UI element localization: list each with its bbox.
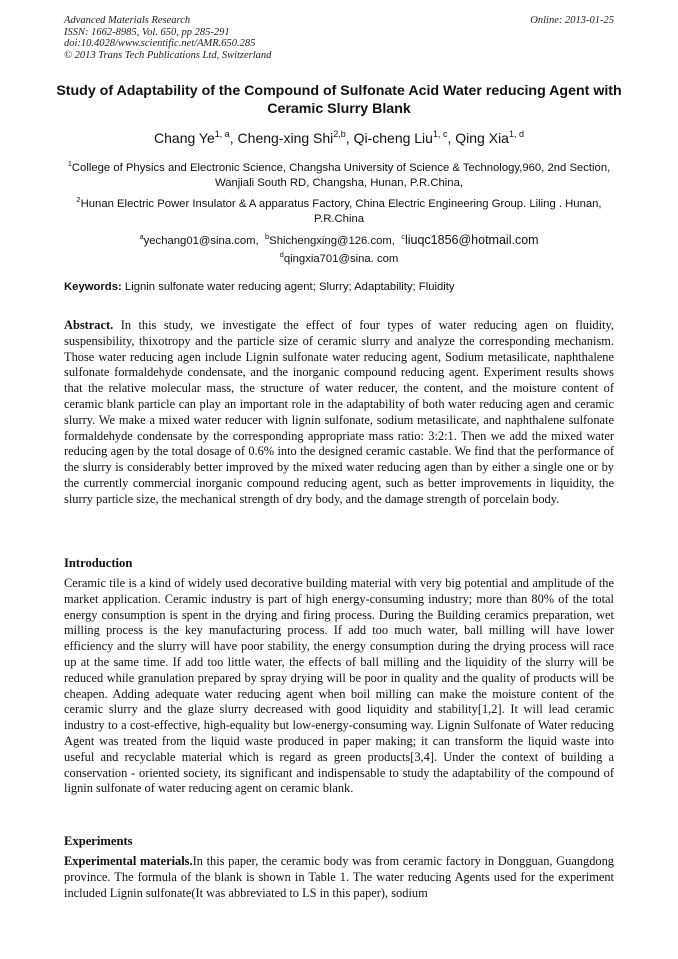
journal-name: Advanced Materials Research <box>64 15 191 26</box>
author-sep: , <box>229 130 238 146</box>
email-sup: b <box>264 232 270 241</box>
abstract-label: Abstract. <box>64 318 114 332</box>
author-sup: 1, a <box>214 129 230 139</box>
author-sep: , <box>345 130 354 146</box>
paper-title: Study of Adaptability of the Compound of Sulfonate Acid Water reducing Agent with Ceramic Slurry Blank <box>56 83 622 117</box>
online-date: Online: 2013-01-25 <box>530 15 614 26</box>
experimental-materials-label: Experimental materials. <box>64 854 193 868</box>
keywords-label: Keywords: <box>64 281 122 293</box>
affiliation-sup: 2 <box>76 195 81 204</box>
experiments-text: In this paper, the ceramic body was from ceramic factory in Dongguan, Guangdong province. The formula of the blank is shown in Table 1. The water reducing Agents used for the experiment included Lignin sulfonate(It was abbreviated to LS in this paper), sodium <box>64 854 614 900</box>
keywords-text: Lignin sulfonate water reducing agent; Slurry; Adaptability; Fluidity <box>124 281 455 293</box>
affiliation-sup: 1 <box>67 159 72 168</box>
issn: ISSN: 1662-8985, Vol. 650, pp 285-291 <box>64 26 230 38</box>
affiliation-1 <box>60 156 618 191</box>
author-name: Qing Xia <box>455 130 509 146</box>
author-list <box>40 129 638 146</box>
email-c[interactable]: liuqc1856@hotmail.com <box>404 233 539 247</box>
author-sep: , <box>447 130 456 146</box>
email-list <box>60 230 618 266</box>
email-d[interactable]: qingxia701@sina. com <box>283 253 399 265</box>
author-name: Cheng-xing Shi <box>237 130 334 146</box>
keywords <box>64 281 616 293</box>
email-sup: d <box>279 250 284 259</box>
experiments-heading: Experiments <box>64 834 133 848</box>
author-name: Qi-cheng Liu <box>353 130 433 146</box>
affiliation-text: College of Physics and Electronic Science, Changsha University of Science & Technology,960, 2nd Section, Wanjiali South RD, Changsha, Hunan, P.R.China, <box>71 162 611 189</box>
abstract-text: In this study, we investigate the effect of four types of water reducing agen on fluidity, suspensibility, thixotropy and the particle size of ceramic slurry and analyze the corresponding mechanism. Those water reducing agen include Lignin sulfonate water reducing agent, Sodium metasilicate, naphthalene sulfonate formaldehyde condensate, and the inorganic compound reducing agent. Experiment results shows that the relative molecular mass, the structure of water reducer, the content, and the moisture content of ceramic blank particle can play an important role in the adaptability of both water reducing agen and ceramic slurry. We make a mixed water reducer with lignin sulfonate, sodium metasilicate, and naphthalene sulfonate formaldehyde condensate by the corresponding appropriate mass ratio: 3:2:1. Then we add the mixed water reducing agen by the total dosage of 0.6% into the designed ceramic castable. We find that the performance of the slurry is considerably better improved by the mixed water reducing agen than by either a single one or by the currently commercial inorganic compound reducing agent, such as better improvements in liquidity, the slurry particle size, the mechanical strength of dry body, and the damage strength of porcelain body. <box>64 318 614 506</box>
introduction-heading: Introduction <box>64 556 133 570</box>
journal-meta <box>64 15 271 61</box>
author-sup: 1, c <box>432 129 448 139</box>
affiliation-text: Hunan Electric Power Insulator & A apparatus Factory, China Electric Engineering Group. Liling . Hunan, P.R.China <box>80 198 602 225</box>
affiliation-2 <box>60 192 618 227</box>
email-sup: a <box>139 232 144 241</box>
doi: doi:10.4028/www.scientific.net/AMR.650.285 <box>64 38 256 49</box>
introduction-text: Ceramic tile is a kind of widely used decorative building material with very big potential and amplitude of the market application. Ceramic industry is part of high energy-consuming industry; more than 80% of the total energy consumption is spent in the drying and firing process. During the Building ceramics preparation, wet milling process is the key manufacturing process. If add too much water, ball milling will have lower efficiency and the slurry will have poor stability, the energy consumption during the drying process will race up at the same time. If add too little water, the effects of ball milling and the liquidity of the slurry will be reduced while granulation prepared by spray drying will be poor in quality and the quality of products will be cheapen. Adding adequate water reducing agent when boil milling can make the moisture content of the ceramic slurry and the glaze slurry decreased with good liquidity and stability[1,2]. It will lead ceramic industry to a cost-effective, high-equality but low-energy-consuming way. Lignin Sulfonate of Water reducing Agent was treated from the liquid waste produced in paper making; it can transform the liquid waste into useful and recyclable material which is regard as green products[3,4]. Under the context of building a conservation - oriented society, its significant and indispensable to study the adaptability of the compound of lignin sulfonate of water reducing agent on ceramic blank. <box>64 576 614 796</box>
abstract <box>64 318 614 508</box>
author-name: Chang Ye <box>154 130 215 146</box>
author-sup: 1, d <box>508 129 524 139</box>
experiments-paragraph <box>64 854 614 901</box>
email-a[interactable]: yechang01@sina.com, <box>143 235 259 247</box>
email-b[interactable]: Shichengxing@126.com, <box>269 235 395 247</box>
email-sup: c <box>401 232 405 241</box>
author-sup: 2,b <box>333 129 346 139</box>
copyright: © 2013 Trans Tech Publications Ltd, Switzerland <box>64 49 272 61</box>
